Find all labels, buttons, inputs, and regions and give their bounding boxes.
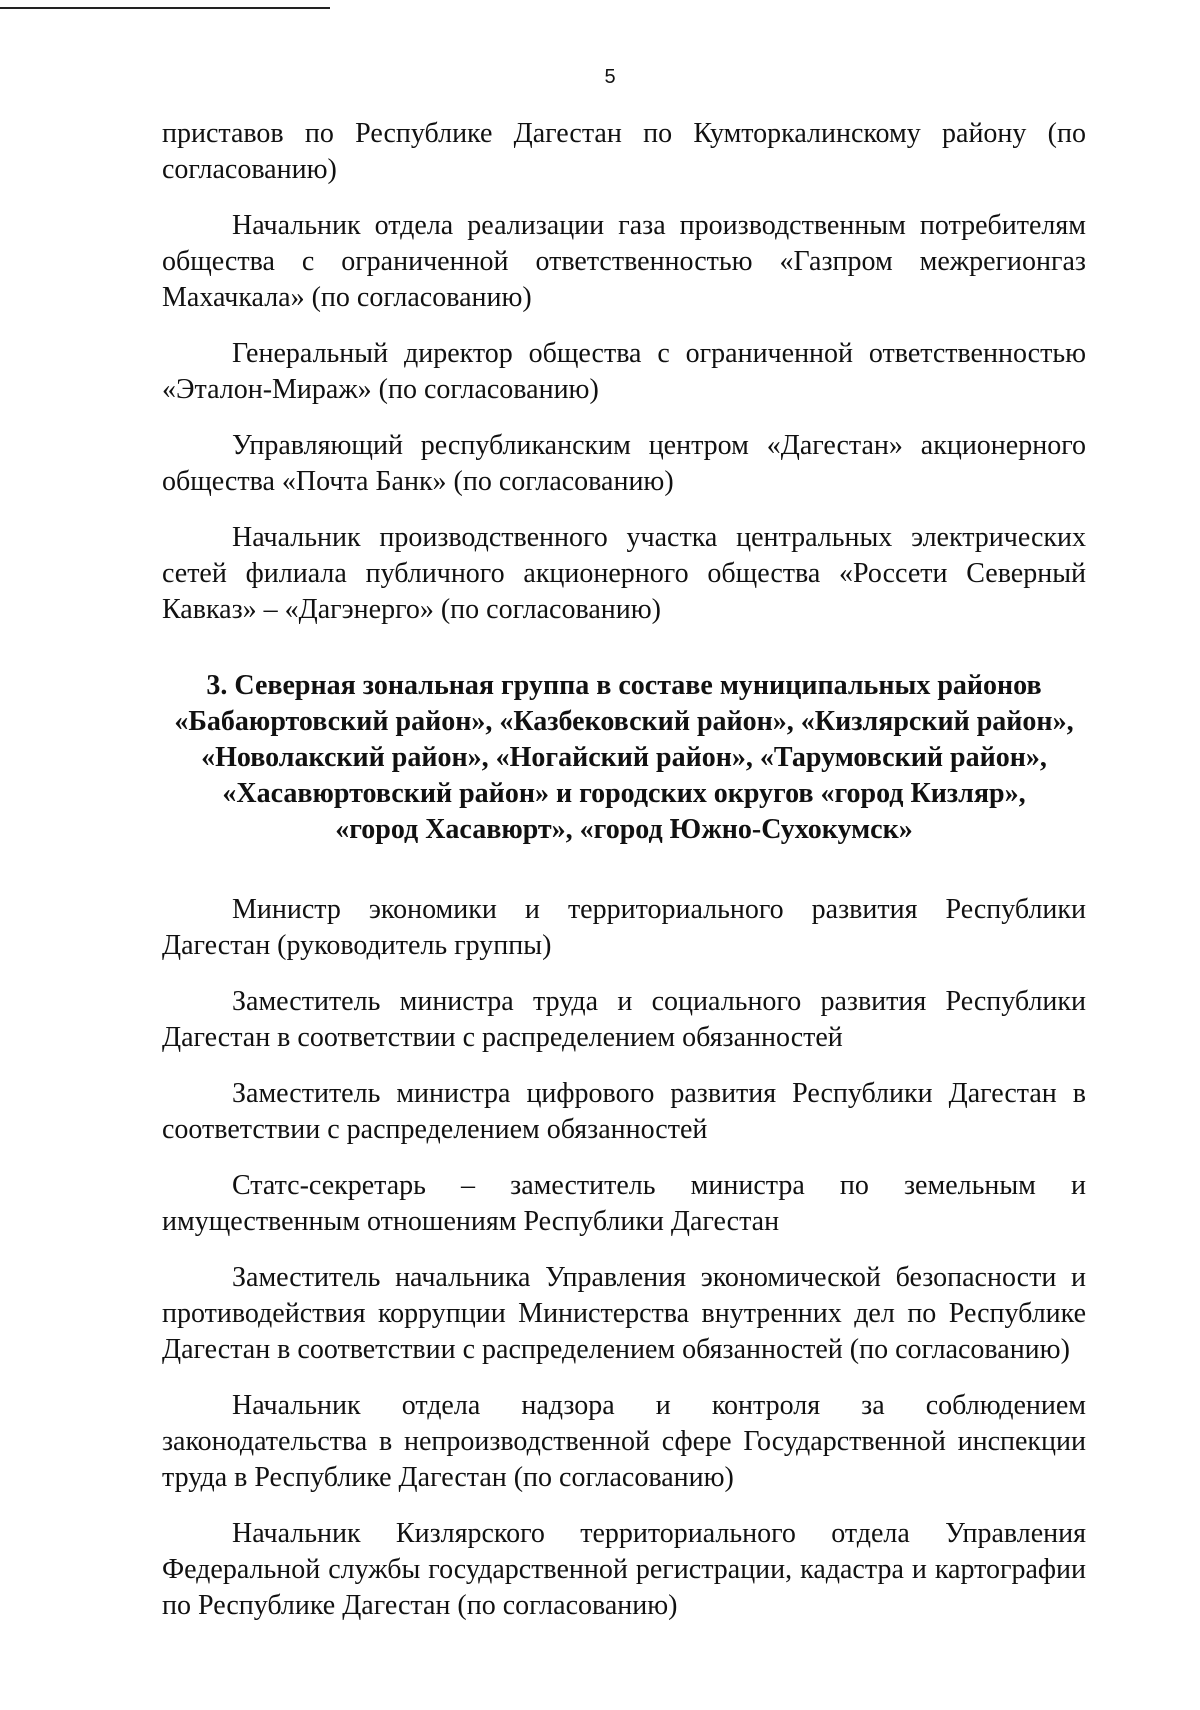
page-number: 5 <box>604 66 616 88</box>
section-heading <box>162 668 1086 848</box>
paragraph: Управляющий республиканским центром «Дагестан» акционерного общества «Почта Банк» (по согласованию) <box>162 430 1086 497</box>
paragraph: Начальник отдела реализации газа производственным потребителям общества с ограниченной ответственностью «Газпром межрегионгаз Махачкала» (по согласованию) <box>162 210 1086 313</box>
paragraph: Статс-секретарь – заместитель министра по земельным и имущественным отношениям Республики Дагестан <box>162 1170 1086 1237</box>
document-body <box>162 116 1086 1644</box>
paragraph: Министр экономики и территориального развития Республики Дагестан (руководитель группы) <box>162 894 1086 961</box>
paragraph: Заместитель министра цифрового развития Республики Дагестан в соответствии с распределением обязанностей <box>162 1078 1086 1145</box>
paragraph: Начальник отдела надзора и контроля за соблюдением законодательства в непроизводственной сфере Государственной инспекции труда в Республике Дагестан (по согласованию) <box>162 1390 1086 1493</box>
paragraph: Начальник производственного участка центральных электрических сетей филиала публичного акционерного общества «Россети Северный Кавказ» – «Дагэнерго» (по согласованию) <box>162 522 1086 625</box>
paragraph: Начальник Кизлярского территориального отдела Управления Федеральной службы государственной регистрации, кадастра и картографии по Республике Дагестан (по согласованию) <box>162 1518 1086 1621</box>
paragraph: Заместитель министра труда и социального развития Республики Дагестан в соответствии с распределением обязанностей <box>162 986 1086 1053</box>
section-heading-line: «Бабаюртовский район», «Казбековский район», «Кизлярский район», <box>174 706 1074 737</box>
scan-edge-rule <box>0 7 330 9</box>
paragraph: Заместитель начальника Управления экономической безопасности и противодействия коррупции Министерства внутренних дел по Республике Дагестан в соответствии с распределением обязанностей (по согласованию) <box>162 1262 1086 1365</box>
section-heading-line: «город Хасавюрт», «город Южно-Сухокумск» <box>335 814 913 845</box>
paragraph: Генеральный директор общества с ограниченной ответственностью «Эталон-Мираж» (по согласованию) <box>162 338 1086 405</box>
section-heading-line: 3. Северная зональная группа в составе муниципальных районов <box>206 670 1042 701</box>
section-heading-line: «Новолакский район», «Ногайский район», «Тарумовский район», <box>201 742 1047 773</box>
paragraph-continuation: приставов по Республике Дагестан по Кумторкалинскому району (по согласованию) <box>162 118 1086 185</box>
section-heading-line: «Хасавюртовский район» и городских округов «город Кизляр», <box>222 778 1026 809</box>
